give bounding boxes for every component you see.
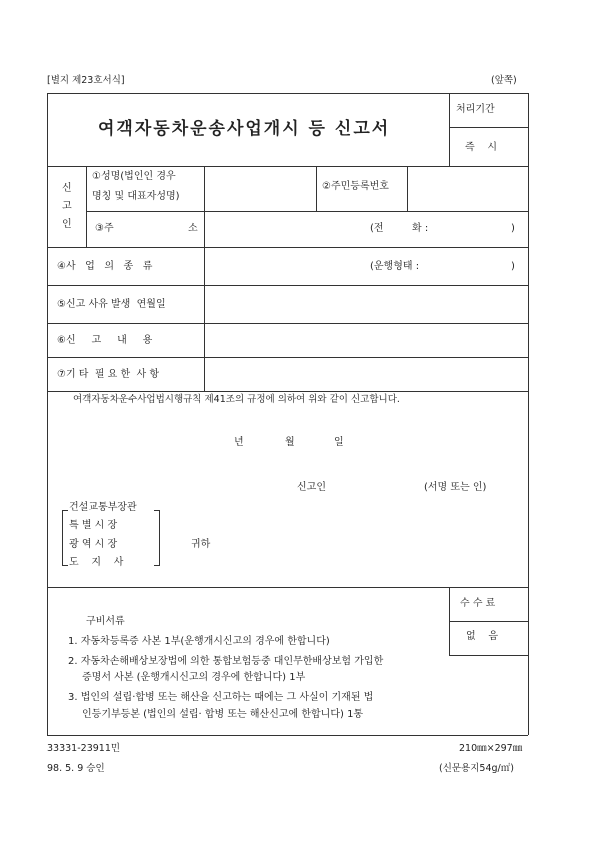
report-date-label: ⑤신고 사유 발생 연월일 (57, 299, 166, 310)
operation-type-label: (운행형태 : (370, 261, 420, 272)
recipient-suffix: 귀하 (191, 539, 211, 550)
name-label-line2: 명칭 및 대표자성명) (92, 191, 180, 202)
document-item-2-cont: 증명서 사본 (운행개시신고의 경우에 한합니다) 1부 (82, 672, 306, 683)
phone-label: 화 : (412, 223, 429, 234)
form-title: 여객자동차운송사업개시 등 신고서 (98, 119, 391, 139)
name-field[interactable] (205, 167, 315, 210)
report-content-label: ⑥신 고 내 용 (57, 335, 153, 346)
phone-open: (전 (370, 223, 384, 234)
recipient-bracket-left (62, 510, 68, 566)
resident-id-label: ②주민등록번호 (322, 181, 389, 192)
document-item-3: 3. 법인의 설립·합병 또는 해산을 신고하는 때에는 그 사실이 기재된 법 (68, 692, 374, 703)
processing-period-value: 즉 시 (465, 142, 498, 153)
signature-note: (서명 또는 인) (424, 482, 487, 493)
business-type-field[interactable] (205, 248, 365, 284)
declaration-statement: 여객자동차운수사업법시행규칙 제41조의 규정에 의하여 위와 같이 신고합니다. (73, 394, 400, 405)
applicant-group-label-1: 신 (62, 183, 72, 194)
page-side-label: (앞쪽) (491, 75, 517, 86)
address-field[interactable] (205, 212, 365, 246)
recipient-bracket-right (154, 510, 160, 566)
document-item-3-cont: 인등기부등본 (법인의 설립· 합병 또는 해산신고에 한합니다) 1통 (82, 709, 364, 720)
report-content-field[interactable] (205, 324, 527, 356)
signature-field[interactable] (340, 476, 420, 496)
recipient-3: 광 역 시 장 (69, 539, 118, 550)
paper-size: 210㎜×297㎜ (459, 743, 523, 754)
signatory-label: 신고인 (297, 482, 326, 493)
phone-field[interactable] (436, 214, 508, 242)
address-label-b: 소 (188, 223, 198, 234)
applicant-group-label-3: 인 (62, 219, 72, 230)
document-item-1: 1. 자동차등록증 사본 1부(운행개시신고의 경우에 한합니다) (68, 636, 330, 647)
applicant-group-label-2: 고 (62, 201, 72, 212)
fee-label: 수 수 료 (460, 598, 496, 609)
date-month-label: 월 (285, 437, 295, 448)
fee-value: 없 음 (466, 631, 499, 642)
documents-heading: 구비서류 (86, 616, 125, 627)
document-item-2: 2. 자동차손해배상보장법에 의한 통합보험등중 대인무한배상보험 가입한 (68, 656, 384, 667)
operation-type-close: ) (511, 261, 515, 272)
processing-period-label: 처리기간 (456, 104, 495, 115)
date-day-label: 일 (334, 437, 344, 448)
recipient-1: 건설교통부장관 (69, 502, 137, 513)
report-date-field[interactable] (205, 286, 527, 322)
address-label-a: ③주 (95, 223, 114, 234)
other-matters-field[interactable] (205, 358, 527, 390)
name-label-line1: ①성명(법인인 경우 (92, 171, 176, 182)
paper-type: (신문용지54g/㎡) (439, 763, 514, 774)
recipient-4: 도 지 사 (69, 557, 124, 568)
approval-date: 98. 5. 9 승인 (47, 763, 105, 774)
resident-id-field[interactable] (408, 167, 527, 210)
date-year-label: 년 (234, 437, 244, 448)
recipient-2: 특 별 시 장 (69, 520, 118, 531)
form-number: [별지 제23호서식] (47, 75, 125, 86)
form-code: 33331-23911민 (47, 743, 121, 754)
phone-close: ) (511, 223, 515, 234)
other-matters-label: ⑦기 타 필 요 한 사 항 (57, 369, 160, 380)
business-type-label: ④사 업 의 종 류 (57, 261, 153, 272)
